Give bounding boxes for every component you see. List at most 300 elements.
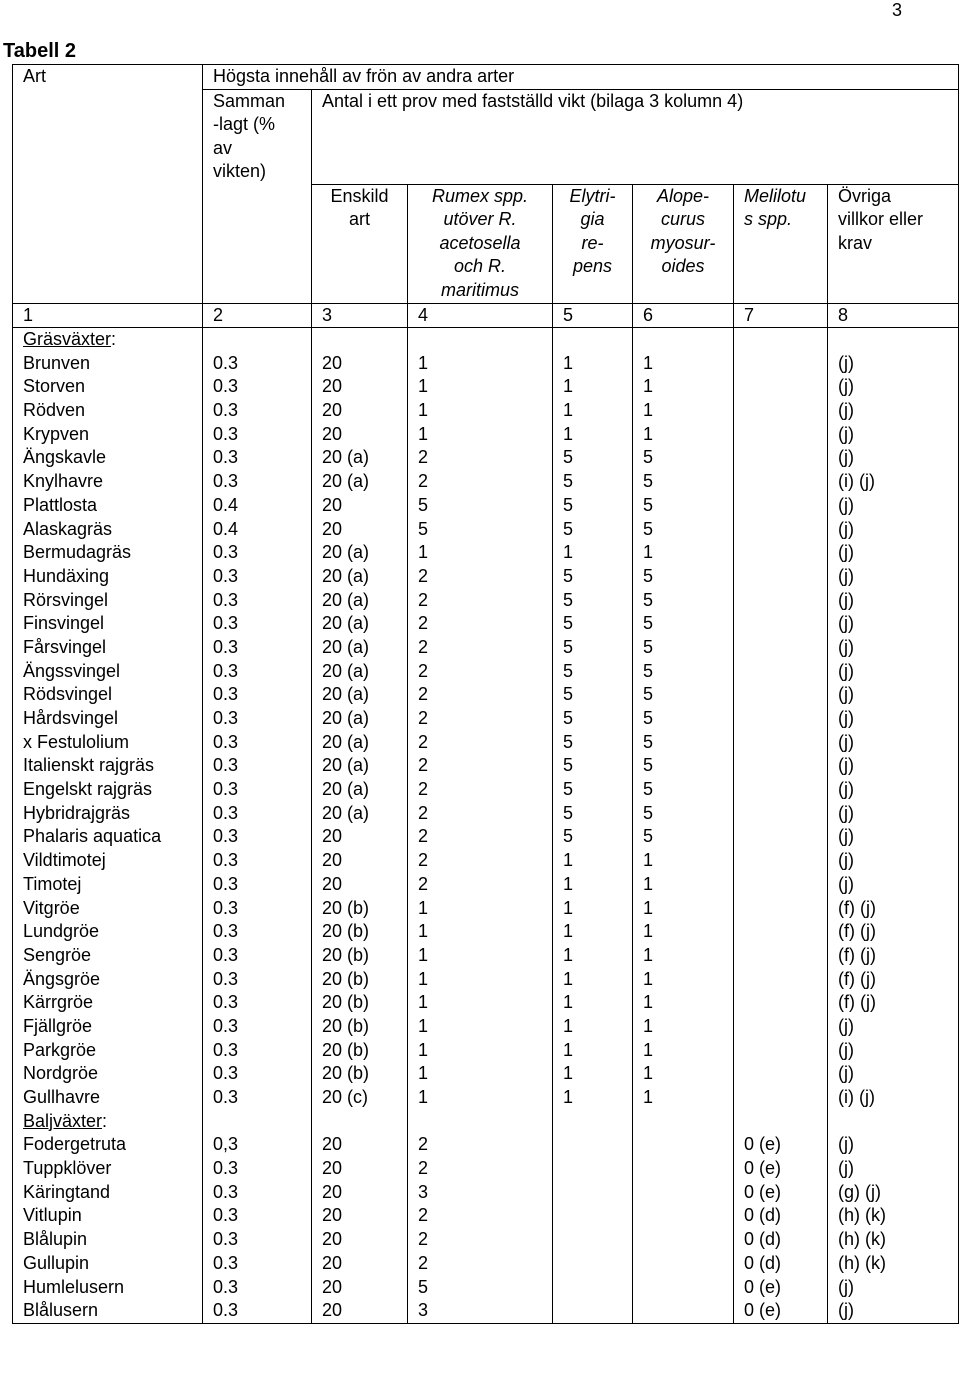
table-cell: 0.3 — [203, 825, 312, 849]
empty-cell — [203, 1110, 312, 1134]
table-cell: 20 — [312, 352, 408, 376]
table-cell: (f) (j) — [828, 897, 959, 921]
table-cell: 1 — [408, 399, 553, 423]
table-cell: 0.3 — [203, 944, 312, 968]
table-cell: 5 — [553, 707, 633, 731]
table-cell — [553, 1299, 633, 1323]
table-cell: (j) — [828, 589, 959, 613]
table-cell: 0.3 — [203, 1181, 312, 1205]
table-cell: 2 — [408, 778, 553, 802]
species-name: Kärrgröe — [13, 991, 203, 1015]
table-cell: 20 (a) — [312, 754, 408, 778]
table-cell: 1 — [553, 375, 633, 399]
table-cell: (j) — [828, 660, 959, 684]
column-number: 6 — [633, 303, 734, 328]
table-cell: (j) — [828, 1276, 959, 1300]
table-cell: 5 — [553, 636, 633, 660]
table-cell: 5 — [633, 778, 734, 802]
table-cell — [734, 589, 828, 613]
table-cell: (j) — [828, 612, 959, 636]
table-cell: 0.3 — [203, 968, 312, 992]
table-cell: 0.4 — [203, 518, 312, 542]
table-cell — [734, 778, 828, 802]
table-cell — [553, 1157, 633, 1181]
table-cell: (i) (j) — [828, 470, 959, 494]
table-row — [13, 1204, 959, 1228]
table-cell: 5 — [633, 754, 734, 778]
column-number: 1 — [13, 303, 203, 328]
table-cell: 20 (b) — [312, 1039, 408, 1063]
header-alopecurus: Alope- curus myosur- oides — [633, 184, 734, 303]
section-heading — [13, 328, 203, 352]
table-cell: 0.3 — [203, 707, 312, 731]
header-elytrigia: Elytri- gia re- pens — [553, 184, 633, 303]
table-cell — [734, 802, 828, 826]
table-cell: 1 — [408, 991, 553, 1015]
table-cell: (j) — [828, 352, 959, 376]
table-cell: 5 — [633, 518, 734, 542]
section-heading — [13, 1110, 203, 1134]
species-name: Lundgröe — [13, 920, 203, 944]
table-cell: (i) (j) — [828, 1086, 959, 1110]
table-cell: 0.3 — [203, 873, 312, 897]
table-cell: 0 (e) — [734, 1133, 828, 1157]
species-name: Nordgröe — [13, 1062, 203, 1086]
table-cell: 0.3 — [203, 352, 312, 376]
species-name: Ängskavle — [13, 446, 203, 470]
table-cell: 1 — [633, 375, 734, 399]
table-cell: 0.3 — [203, 1039, 312, 1063]
table-cell — [633, 1252, 734, 1276]
table-cell: 2 — [408, 1133, 553, 1157]
table-row — [13, 612, 959, 636]
species-name: Gullhavre — [13, 1086, 203, 1110]
table-cell — [734, 375, 828, 399]
table-row — [13, 778, 959, 802]
table-cell: 5 — [553, 731, 633, 755]
table-cell: 5 — [633, 565, 734, 589]
table-cell: 5 — [553, 683, 633, 707]
table-cell: 0.3 — [203, 849, 312, 873]
table-cell: 0.3 — [203, 1062, 312, 1086]
species-name: Sengröe — [13, 944, 203, 968]
species-name: Hundäxing — [13, 565, 203, 589]
table-cell — [734, 541, 828, 565]
table-cell: 20 (a) — [312, 541, 408, 565]
table-cell: 1 — [553, 399, 633, 423]
table-row — [13, 849, 959, 873]
table-cell — [734, 754, 828, 778]
table-cell: 0.3 — [203, 1015, 312, 1039]
table-cell: 2 — [408, 873, 553, 897]
table-cell: 2 — [408, 1252, 553, 1276]
table-cell: 1 — [408, 920, 553, 944]
table-cell: 1 — [553, 541, 633, 565]
table-cell: 5 — [553, 660, 633, 684]
table-cell — [734, 707, 828, 731]
table-row — [13, 352, 959, 376]
table-row — [13, 423, 959, 447]
header-count: Antal i ett prov med fastställd vikt (bilaga 3 kolumn 4) — [312, 89, 959, 184]
table-cell: 5 — [633, 446, 734, 470]
table-cell: 20 — [312, 1157, 408, 1181]
table-cell: 20 — [312, 1252, 408, 1276]
table-cell: (j) — [828, 707, 959, 731]
table-cell: 5 — [553, 494, 633, 518]
table-cell: 0.3 — [203, 1252, 312, 1276]
table-cell: 20 (a) — [312, 589, 408, 613]
species-name: Krypven — [13, 423, 203, 447]
table-cell: (j) — [828, 802, 959, 826]
species-name: Finsvingel — [13, 612, 203, 636]
table-cell — [734, 683, 828, 707]
section-heading-colon: : — [111, 329, 117, 349]
table-cell: 2 — [408, 802, 553, 826]
header-art: Art — [13, 65, 203, 304]
table-cell: 0 (e) — [734, 1181, 828, 1205]
table-row — [13, 873, 959, 897]
table-cell: 0.3 — [203, 754, 312, 778]
table-cell: 5 — [408, 494, 553, 518]
table-cell: 1 — [633, 920, 734, 944]
table-row — [13, 1157, 959, 1181]
table-cell: 2 — [408, 612, 553, 636]
table-cell: 2 — [408, 446, 553, 470]
table-row — [13, 920, 959, 944]
table-cell — [734, 565, 828, 589]
table-cell: 5 — [633, 707, 734, 731]
table-cell: (h) (k) — [828, 1252, 959, 1276]
table-cell: 0 (e) — [734, 1299, 828, 1323]
table-cell: 20 — [312, 494, 408, 518]
table-cell: (j) — [828, 778, 959, 802]
table-cell: 1 — [553, 423, 633, 447]
table-cell — [734, 849, 828, 873]
table-cell — [734, 446, 828, 470]
table-cell — [633, 1204, 734, 1228]
table-cell: 2 — [408, 1228, 553, 1252]
table-cell: (j) — [828, 754, 959, 778]
species-name: Alaskagräs — [13, 518, 203, 542]
species-name: Phalaris aquatica — [13, 825, 203, 849]
table-cell: (j) — [828, 849, 959, 873]
table-cell: 20 (b) — [312, 991, 408, 1015]
empty-cell — [203, 328, 312, 352]
species-name: Ängssvingel — [13, 660, 203, 684]
table-cell — [734, 470, 828, 494]
table-cell: 0.3 — [203, 1204, 312, 1228]
table-cell — [633, 1157, 734, 1181]
empty-cell — [553, 1110, 633, 1134]
species-name: Ängsgröe — [13, 968, 203, 992]
page-number: 3 — [891, 0, 902, 20]
section-heading-label: Baljväxter — [23, 1110, 103, 1131]
table-cell: 1 — [633, 1086, 734, 1110]
table-cell: 2 — [408, 731, 553, 755]
table-cell: 1 — [553, 1015, 633, 1039]
table-cell: 20 — [312, 1204, 408, 1228]
table-cell: 1 — [408, 423, 553, 447]
table-row — [13, 707, 959, 731]
table-cell: 20 (a) — [312, 683, 408, 707]
table-cell: 1 — [408, 1015, 553, 1039]
table-cell — [734, 423, 828, 447]
species-name: Italienskt rajgräs — [13, 754, 203, 778]
table-cell — [734, 636, 828, 660]
table-cell: 1 — [633, 991, 734, 1015]
table-cell: 1 — [633, 944, 734, 968]
table-cell — [734, 1086, 828, 1110]
table-row — [13, 1062, 959, 1086]
table-row — [13, 636, 959, 660]
table-cell: (j) — [828, 873, 959, 897]
species-name: Gullupin — [13, 1252, 203, 1276]
table-cell: 5 — [633, 683, 734, 707]
column-number: 8 — [828, 303, 959, 328]
table-cell: 20 (b) — [312, 897, 408, 921]
table-cell: (f) (j) — [828, 968, 959, 992]
species-name: Hårdsvingel — [13, 707, 203, 731]
header-total-percent: Samman -lagt (% av vikten) — [203, 89, 312, 303]
table-row — [13, 1039, 959, 1063]
table-row — [13, 1228, 959, 1252]
table-cell: (j) — [828, 1039, 959, 1063]
table-row — [13, 897, 959, 921]
table-cell: 1 — [553, 897, 633, 921]
table-cell: 0 (e) — [734, 1157, 828, 1181]
empty-cell — [312, 1110, 408, 1134]
species-name: Blålusern — [13, 1299, 203, 1323]
table-row — [13, 565, 959, 589]
table-cell: 1 — [408, 944, 553, 968]
species-name: Engelskt rajgräs — [13, 778, 203, 802]
table-row — [13, 1181, 959, 1205]
table-cell — [734, 991, 828, 1015]
table-cell — [553, 1204, 633, 1228]
table-cell: 5 — [553, 778, 633, 802]
empty-cell — [408, 1110, 553, 1134]
species-name: x Festulolium — [13, 731, 203, 755]
table-row — [13, 660, 959, 684]
table-cell: 20 — [312, 873, 408, 897]
table-cell: 20 (a) — [312, 565, 408, 589]
table-cell: 20 — [312, 518, 408, 542]
table-cell — [633, 1181, 734, 1205]
table-cell: 1 — [633, 897, 734, 921]
table-cell: 1 — [408, 541, 553, 565]
header-single-species: Enskild art — [312, 184, 408, 303]
table-cell: (j) — [828, 683, 959, 707]
table-cell: (j) — [828, 1062, 959, 1086]
table-cell: (j) — [828, 1299, 959, 1323]
table-cell: 0.3 — [203, 1276, 312, 1300]
table-cell: 0 (d) — [734, 1204, 828, 1228]
table-cell: 5 — [553, 612, 633, 636]
column-number: 5 — [553, 303, 633, 328]
table-cell: 20 (a) — [312, 636, 408, 660]
table-cell: 20 (c) — [312, 1086, 408, 1110]
table-cell — [734, 920, 828, 944]
table-cell: 1 — [633, 873, 734, 897]
table-cell: 20 — [312, 1276, 408, 1300]
section-heading-row — [13, 1110, 959, 1134]
table-cell: (h) (k) — [828, 1228, 959, 1252]
table-cell: 5 — [408, 1276, 553, 1300]
table-cell: 1 — [553, 352, 633, 376]
empty-cell — [312, 328, 408, 352]
table-cell: 2 — [408, 1204, 553, 1228]
table-cell: (f) (j) — [828, 920, 959, 944]
table-cell: 20 — [312, 423, 408, 447]
table-cell: 0 (e) — [734, 1276, 828, 1300]
table-cell: (j) — [828, 1157, 959, 1181]
table-cell: 5 — [633, 825, 734, 849]
table-cell: 0.3 — [203, 920, 312, 944]
table-cell: 5 — [553, 446, 633, 470]
table-cell: 1 — [633, 1015, 734, 1039]
table-cell: 1 — [553, 849, 633, 873]
table-cell: 5 — [553, 518, 633, 542]
table-row — [13, 375, 959, 399]
table-cell: 0.3 — [203, 1299, 312, 1323]
table-row — [13, 1133, 959, 1157]
table-cell: 1 — [408, 352, 553, 376]
table-cell: 1 — [553, 1086, 633, 1110]
species-name: Rörsvingel — [13, 589, 203, 613]
table-cell: 5 — [553, 565, 633, 589]
table-cell: 5 — [633, 589, 734, 613]
table-cell: 0.3 — [203, 802, 312, 826]
species-name: Käringtand — [13, 1181, 203, 1205]
table-cell: (j) — [828, 494, 959, 518]
table-cell — [734, 825, 828, 849]
table-cell: 1 — [553, 1062, 633, 1086]
table-cell: 20 (a) — [312, 707, 408, 731]
table-cell: 5 — [553, 470, 633, 494]
table-cell: 1 — [408, 1039, 553, 1063]
table-cell: 0 (d) — [734, 1228, 828, 1252]
table-cell: 1 — [553, 920, 633, 944]
empty-cell — [633, 328, 734, 352]
table-cell: 5 — [553, 825, 633, 849]
table-cell — [553, 1228, 633, 1252]
table-cell: 20 (a) — [312, 612, 408, 636]
table-cell: 2 — [408, 470, 553, 494]
table-cell: 1 — [553, 991, 633, 1015]
table-cell: 5 — [408, 518, 553, 542]
table-row — [13, 683, 959, 707]
table-cell: (j) — [828, 731, 959, 755]
table-cell: 2 — [408, 754, 553, 778]
table-cell: 0.3 — [203, 375, 312, 399]
table-cell: 1 — [633, 423, 734, 447]
species-name: Storven — [13, 375, 203, 399]
table-cell — [734, 897, 828, 921]
table-row — [13, 518, 959, 542]
table-cell: 0.3 — [203, 636, 312, 660]
table-cell — [734, 873, 828, 897]
table-cell: (j) — [828, 636, 959, 660]
section-heading-label: Gräsväxter — [23, 329, 112, 349]
species-name: Fårsvingel — [13, 636, 203, 660]
table-cell: 20 (a) — [312, 660, 408, 684]
section-heading-colon: : — [102, 1110, 108, 1131]
table-row — [13, 754, 959, 778]
table-row — [13, 589, 959, 613]
table-cell: 1 — [408, 1086, 553, 1110]
table-cell: (j) — [828, 399, 959, 423]
table-header — [13, 65, 959, 328]
table-cell: (f) (j) — [828, 944, 959, 968]
table-cell: 3 — [408, 1181, 553, 1205]
empty-cell — [408, 328, 553, 352]
table-cell: 5 — [633, 636, 734, 660]
table-cell: 2 — [408, 825, 553, 849]
table-row — [13, 399, 959, 423]
table-cell: 20 — [312, 1228, 408, 1252]
table-cell: (j) — [828, 1015, 959, 1039]
table-cell: 5 — [553, 589, 633, 613]
table-cell: 2 — [408, 565, 553, 589]
table-cell: 20 (a) — [312, 731, 408, 755]
table-cell: 0.3 — [203, 683, 312, 707]
table-cell: 1 — [633, 1062, 734, 1086]
table-cell: 0.3 — [203, 399, 312, 423]
table-cell — [553, 1276, 633, 1300]
table-cell — [633, 1299, 734, 1323]
table-row — [13, 1015, 959, 1039]
table-row — [13, 470, 959, 494]
table-row — [13, 802, 959, 826]
table-cell: 20 — [312, 825, 408, 849]
species-name: Blålupin — [13, 1228, 203, 1252]
table-cell: 2 — [408, 683, 553, 707]
table-cell: 5 — [633, 731, 734, 755]
table-cell: 0.3 — [203, 423, 312, 447]
table-cell: 0.3 — [203, 1157, 312, 1181]
table-cell: 20 — [312, 399, 408, 423]
table-cell — [734, 612, 828, 636]
species-name: Knylhavre — [13, 470, 203, 494]
header-highest-content: Högsta innehåll av frön av andra arter — [203, 65, 959, 90]
empty-cell — [734, 1110, 828, 1134]
table-cell: (f) (j) — [828, 991, 959, 1015]
table-cell: 1 — [633, 541, 734, 565]
header-melilotus: Melilotu s spp. — [734, 184, 828, 303]
table-cell — [633, 1133, 734, 1157]
table-cell: 2 — [408, 1157, 553, 1181]
species-name: Vitgröe — [13, 897, 203, 921]
table-cell: 1 — [553, 873, 633, 897]
species-name: Rödven — [13, 399, 203, 423]
table-cell — [734, 399, 828, 423]
table-cell: 0.3 — [203, 541, 312, 565]
table-cell — [734, 660, 828, 684]
table-cell — [734, 518, 828, 542]
table-cell: 20 (b) — [312, 1015, 408, 1039]
table-cell: (j) — [828, 825, 959, 849]
table-cell: 20 — [312, 1299, 408, 1323]
table-cell: (j) — [828, 1133, 959, 1157]
species-name: Plattlosta — [13, 494, 203, 518]
table-cell: 0.3 — [203, 589, 312, 613]
species-name: Tuppklöver — [13, 1157, 203, 1181]
table-cell: 0.3 — [203, 778, 312, 802]
table-cell: 20 — [312, 1133, 408, 1157]
header-rumex: Rumex spp. utöver R. acetosella och R. maritimus — [408, 184, 553, 303]
table-cell: 0.3 — [203, 991, 312, 1015]
table-cell: 1 — [633, 352, 734, 376]
